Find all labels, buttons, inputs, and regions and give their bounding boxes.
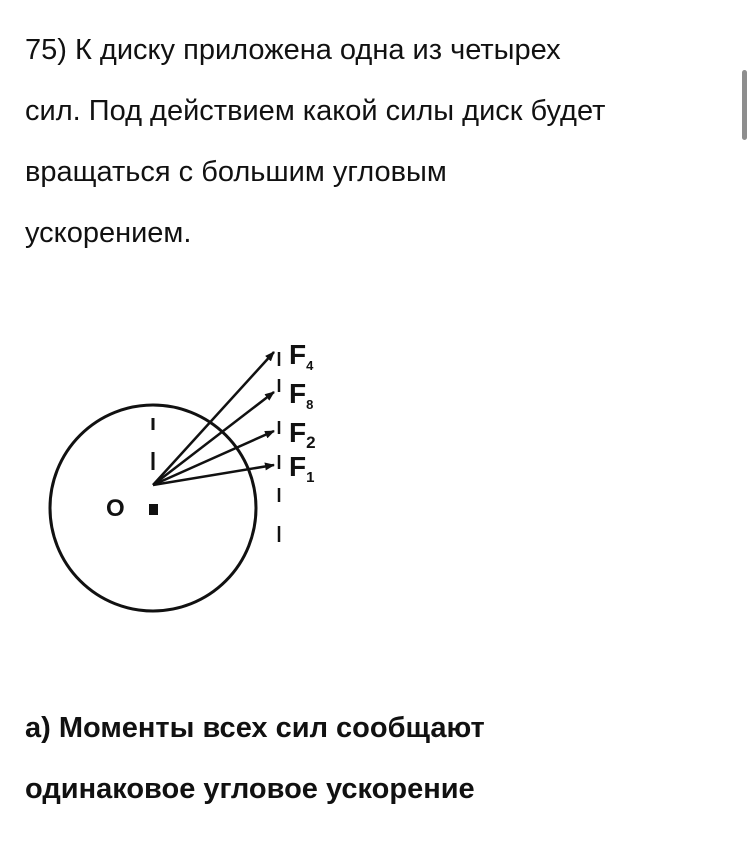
question-line: вращаться с большим угловым <box>25 156 447 188</box>
answer-line: а) Моменты всех сил сообщают <box>25 712 485 744</box>
scrollbar-thumb[interactable] <box>742 70 747 140</box>
question-line: ускорением. <box>25 217 192 249</box>
force-label-f4: $F_4$ <box>289 339 314 373</box>
force-label-f8: $F_8$ <box>289 378 314 412</box>
force-arrow-f4 <box>153 352 274 485</box>
force-label-f1: $F_1$ <box>289 451 315 486</box>
answer-line: одинаковое угловое ускорение <box>25 773 475 805</box>
center-label: O <box>106 495 125 522</box>
disk-force-diagram <box>30 330 360 620</box>
question-text <box>25 20 715 264</box>
force-arrow-f1 <box>153 465 274 485</box>
question-line: 75) К диску приложена одна из четырех <box>25 34 561 66</box>
center-point <box>149 504 158 515</box>
question-line: сил. Под действием какой силы диск будет <box>25 95 606 127</box>
force-label-f2: $F_2$ <box>289 417 316 452</box>
answer-option-a[interactable] <box>25 698 715 820</box>
